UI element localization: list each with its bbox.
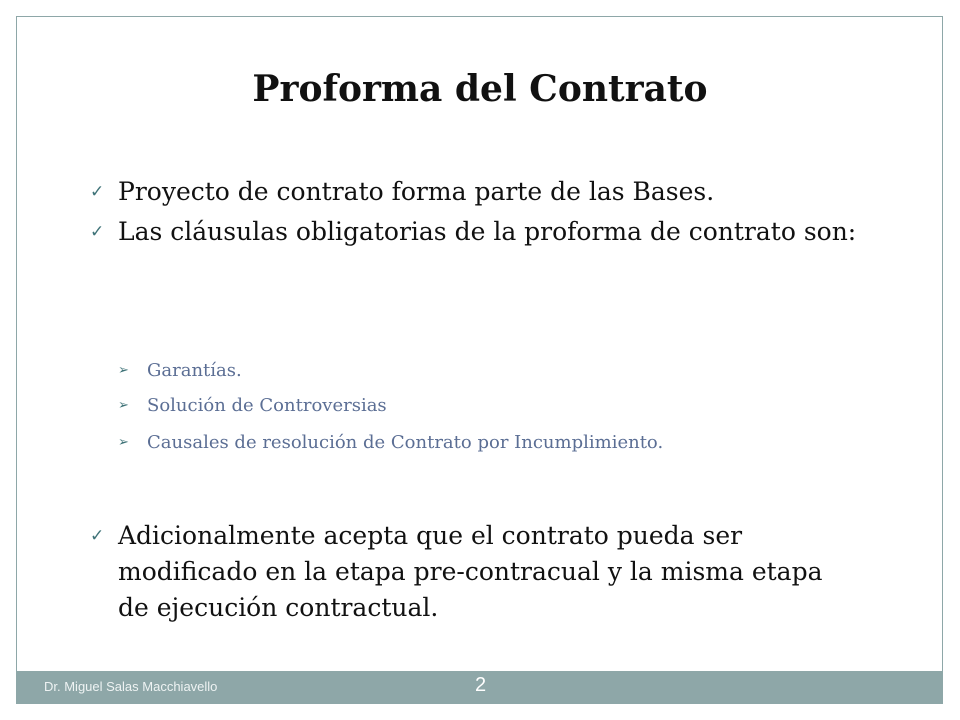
bullet-text: Las cláusulas obligatorias de la proforma de contrato son: bbox=[118, 217, 857, 246]
arrow-right-icon: ➢ bbox=[118, 363, 129, 378]
sub-bullet-text: Causales de resolución de Contrato por Incumplimiento. bbox=[147, 432, 664, 453]
sub-bullet-text: Solución de Controversias bbox=[147, 395, 387, 416]
sub-bullet-text: Garantías. bbox=[147, 360, 242, 381]
bullet-item bbox=[90, 518, 850, 626]
checkmark-icon: ✓ bbox=[90, 182, 105, 202]
bullet-item bbox=[90, 214, 880, 250]
footer-bar bbox=[17, 671, 942, 703]
sub-bullet-item bbox=[118, 393, 878, 419]
sub-bullet-item bbox=[118, 430, 878, 456]
bullet-item bbox=[90, 174, 880, 210]
slide-title: Proforma del Contrato bbox=[252, 68, 708, 110]
sub-bullet-item bbox=[118, 358, 878, 384]
arrow-right-icon: ➢ bbox=[118, 435, 129, 450]
footer-author: Dr. Miguel Salas Macchiavello bbox=[44, 679, 218, 694]
page-number: 2 bbox=[475, 674, 487, 696]
arrow-right-icon: ➢ bbox=[118, 398, 129, 413]
bullet-text: Proyecto de contrato forma parte de las Bases. bbox=[118, 177, 715, 206]
bullet-text: Adicionalmente acepta que el contrato pueda ser modificado en la etapa pre-contracual y la misma etapa de ejecución contractual. bbox=[118, 521, 823, 622]
checkmark-icon: ✓ bbox=[90, 526, 105, 546]
checkmark-icon: ✓ bbox=[90, 222, 105, 242]
